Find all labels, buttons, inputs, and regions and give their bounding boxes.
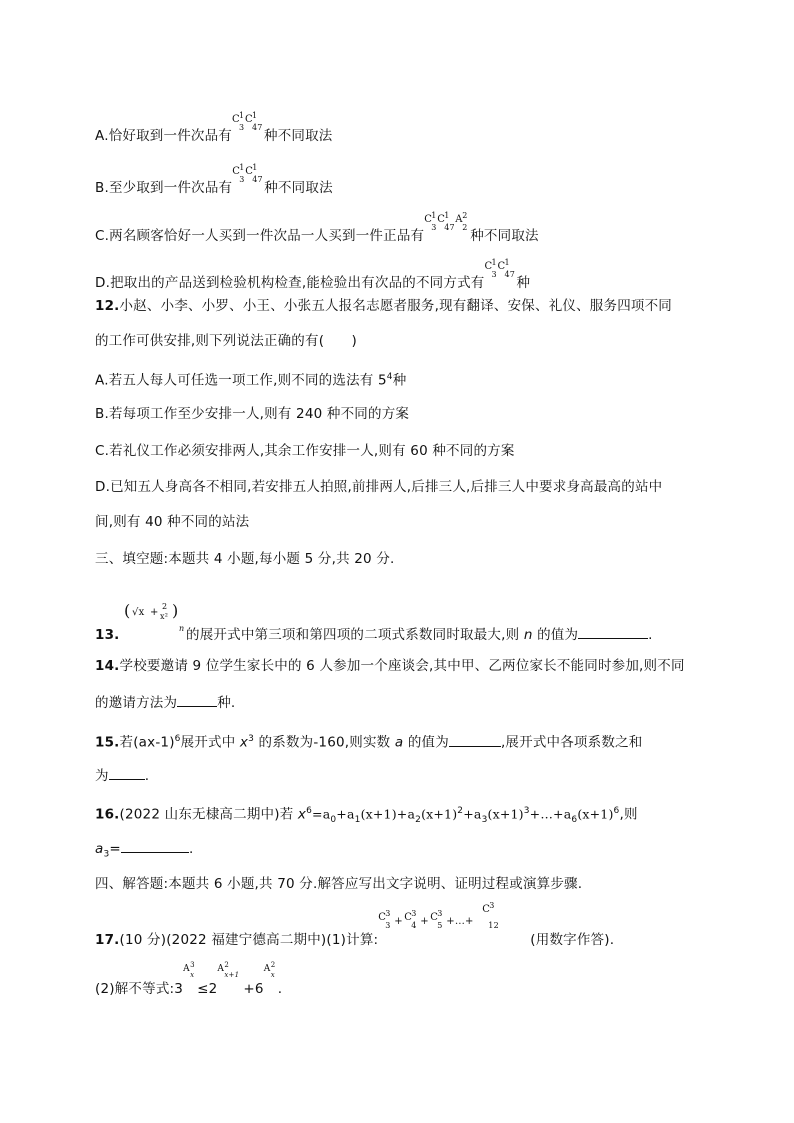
q15-line1: 15.若$(ax-1)^6$展开式中 $x^3$ 的系数为-160,则实数 a 的值为 ,展开式中各项系数之和 — [95, 729, 642, 753]
binomial-expression: ( √x + 2 x² ) n — [124, 601, 185, 633]
section-answer-header: 四、解答题:本题共 6 小题,共 70 分.解答应写出文字说明、证明过程或演算步骤. — [95, 876, 583, 892]
q12-number: 12. — [95, 298, 120, 314]
q14-answer-blank[interactable] — [177, 692, 217, 707]
q15-answer-blank-a[interactable] — [449, 732, 501, 747]
option-c-text: C.两名顾客恰好一人买到一件次品一人买到一件正品有 — [95, 228, 425, 244]
q13: 13. ( √x + 2 x² ) n 的展开式中第三项和第四项的二项式系数同时取最大,则 n 的值为 . — [95, 617, 653, 647]
q15-line2: 为 . — [95, 765, 149, 786]
option-a-text: A.恰好取到一件次品有 — [95, 128, 232, 144]
ineq-a2-x1: A 2 x+1 — [217, 961, 240, 979]
q12-option-b: B.若每项工作至少安排一人,则有 240 种不同的方案 — [95, 406, 410, 422]
ineq-a2: A 2 x — [263, 961, 276, 979]
comb-c3-c47-b: C 1 3 C 1 47 — [232, 163, 263, 184]
q17-part2: (2)解不等式:3 A 3 x ≤2 A 2 x+1 +6 A 2 x . — [95, 971, 282, 1001]
q12-option-c: C.若礼仪工作必须安排两人,其余工作安排一人,则有 60 种不同的方案 — [95, 443, 515, 459]
q13-answer-blank[interactable] — [578, 624, 648, 639]
q16-line1: 16.(2022 山东无棣高二期中)若 $x^6=a_0+a_1(x+1)+a_2(x+1)^2+a_3(x+1)^3+\dots+a_6(x+1)^6$,则 — [95, 806, 638, 826]
q11-option-d: D.把取出的产品送到检验机构检查,能检验出有次品的不同方式有 C 1 3 C 1 47 种 — [95, 265, 530, 295]
section-fill-in-header: 三、填空题:本题共 4 小题,每小题 5 分,共 20 分. — [95, 551, 395, 567]
q17-part1: 17.(10 分)(2022 福建宁德高二期中)(1)计算: C 3 3 + C 3 4 + C 3 5 +…+ C 3 12 (用数字作答). — [95, 922, 614, 952]
q15-answer-blank-sum[interactable] — [109, 765, 145, 780]
q16-number: 16. — [95, 806, 120, 823]
q16-answer-blank[interactable] — [121, 838, 189, 853]
q17-number: 17. — [95, 932, 120, 948]
q12-line1: 12.小赵、小李、小罗、小王、小张五人报名志愿者服务,现有翻译、安保、礼仪、服务四项不同 — [95, 298, 673, 314]
combination-sum: C 3 3 + C 3 4 + C 3 5 +…+ C 3 12 — [378, 901, 499, 930]
comb-c3-c47-a: C 1 3 C 1 47 — [232, 111, 263, 132]
q12-option-d-line1: D.已知五人身高各不相同,若安排五人拍照,前排两人,后排三人,后排三人中要求身高最高的站中 — [95, 479, 663, 495]
q13-number: 13. — [95, 627, 120, 643]
q12-option-a: A.若五人每人可任选一项工作,则不同的选法有 $5^4$种 — [95, 372, 407, 389]
ineq-a3: A 3 x — [183, 961, 195, 979]
q15-number: 15. — [95, 734, 120, 751]
q14-number: 14. — [95, 658, 120, 674]
q14-line1: 14.学校要邀请 9 位学生家长中的 6 人参加一个座谈会,其中甲、乙两位家长不能同时参加,则不同 — [95, 658, 685, 674]
option-b-text: B.至少取到一件次品有 — [95, 180, 233, 196]
q12-option-d-line2: 间,则有 40 种不同的站法 — [95, 514, 250, 530]
q11-option-c: C.两名顾客恰好一人买到一件次品一人买到一件正品有 C 1 3 C 1 47 A 2 2 种不同取法 — [95, 218, 539, 248]
q12-line2: 的工作可供安排,则下列说法正确的有( ) — [95, 333, 358, 349]
comb-c3-c47-a2: C 1 3 C 1 47 A 2 2 — [424, 211, 468, 232]
q14-line2: 的邀请方法为 种. — [95, 692, 235, 713]
option-d-text: D.把取出的产品送到检验机构检查,能检验出有次品的不同方式有 — [95, 275, 485, 291]
q11-option-a: A.恰好取到一件次品有 C 1 3 C 1 47 种不同取法 — [95, 118, 333, 148]
q11-option-b: B.至少取到一件次品有 C 1 3 C 1 47 种不同取法 — [95, 170, 333, 200]
q16-line2: $a_3=$ . — [95, 838, 193, 865]
comb-c3-c47-d: C 1 3 C 1 47 — [484, 258, 516, 279]
